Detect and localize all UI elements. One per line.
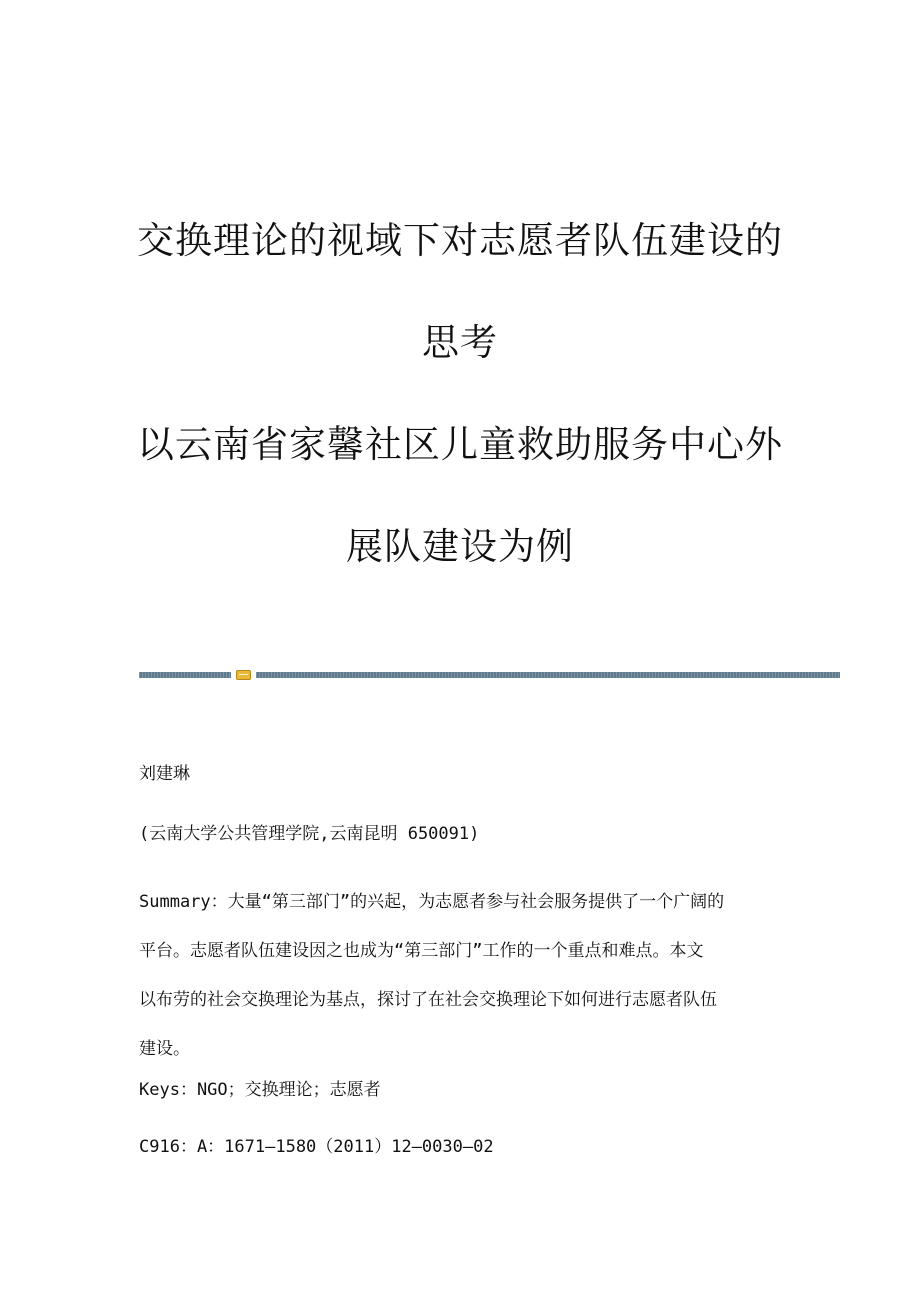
title-line-2: 思考: [422, 321, 498, 364]
abstract-line: 以布劳的社会交换理论为基点，探讨了在社会交换理论下如何进行志愿者队伍: [139, 990, 717, 1010]
keywords: Keys：NGO；交换理论；志愿者: [139, 1080, 381, 1100]
divider-bar-right: [256, 672, 840, 678]
title-line-1: 交换理论的视域下对志愿者队伍建设的: [137, 219, 783, 262]
divider-emblem-icon: [236, 670, 251, 680]
abstract-line: 建设。: [139, 1039, 190, 1059]
abstract-line: Summary：大量“第三部门”的兴起，为志愿者参与社会服务提供了一个广阔的: [139, 892, 725, 912]
classification-code: C916：A：1671—1580（2011）12—0030—02: [139, 1137, 494, 1157]
author-name: 刘建琳: [139, 764, 190, 784]
abstract: [139, 878, 789, 1074]
abstract-line: 平台。志愿者队伍建设因之也成为“第三部门”工作的一个重点和难点。本文: [139, 941, 704, 961]
subtitle-line-2: 展队建设为例: [346, 525, 574, 568]
author-affiliation: (云南大学公共管理学院,云南昆明 650091): [139, 824, 480, 844]
subtitle-line-1: 以云南省家馨社区儿童救助服务中心外: [137, 423, 783, 466]
paper-title: [0, 190, 920, 598]
section-divider: [139, 670, 840, 680]
divider-bar-left: [139, 672, 231, 678]
